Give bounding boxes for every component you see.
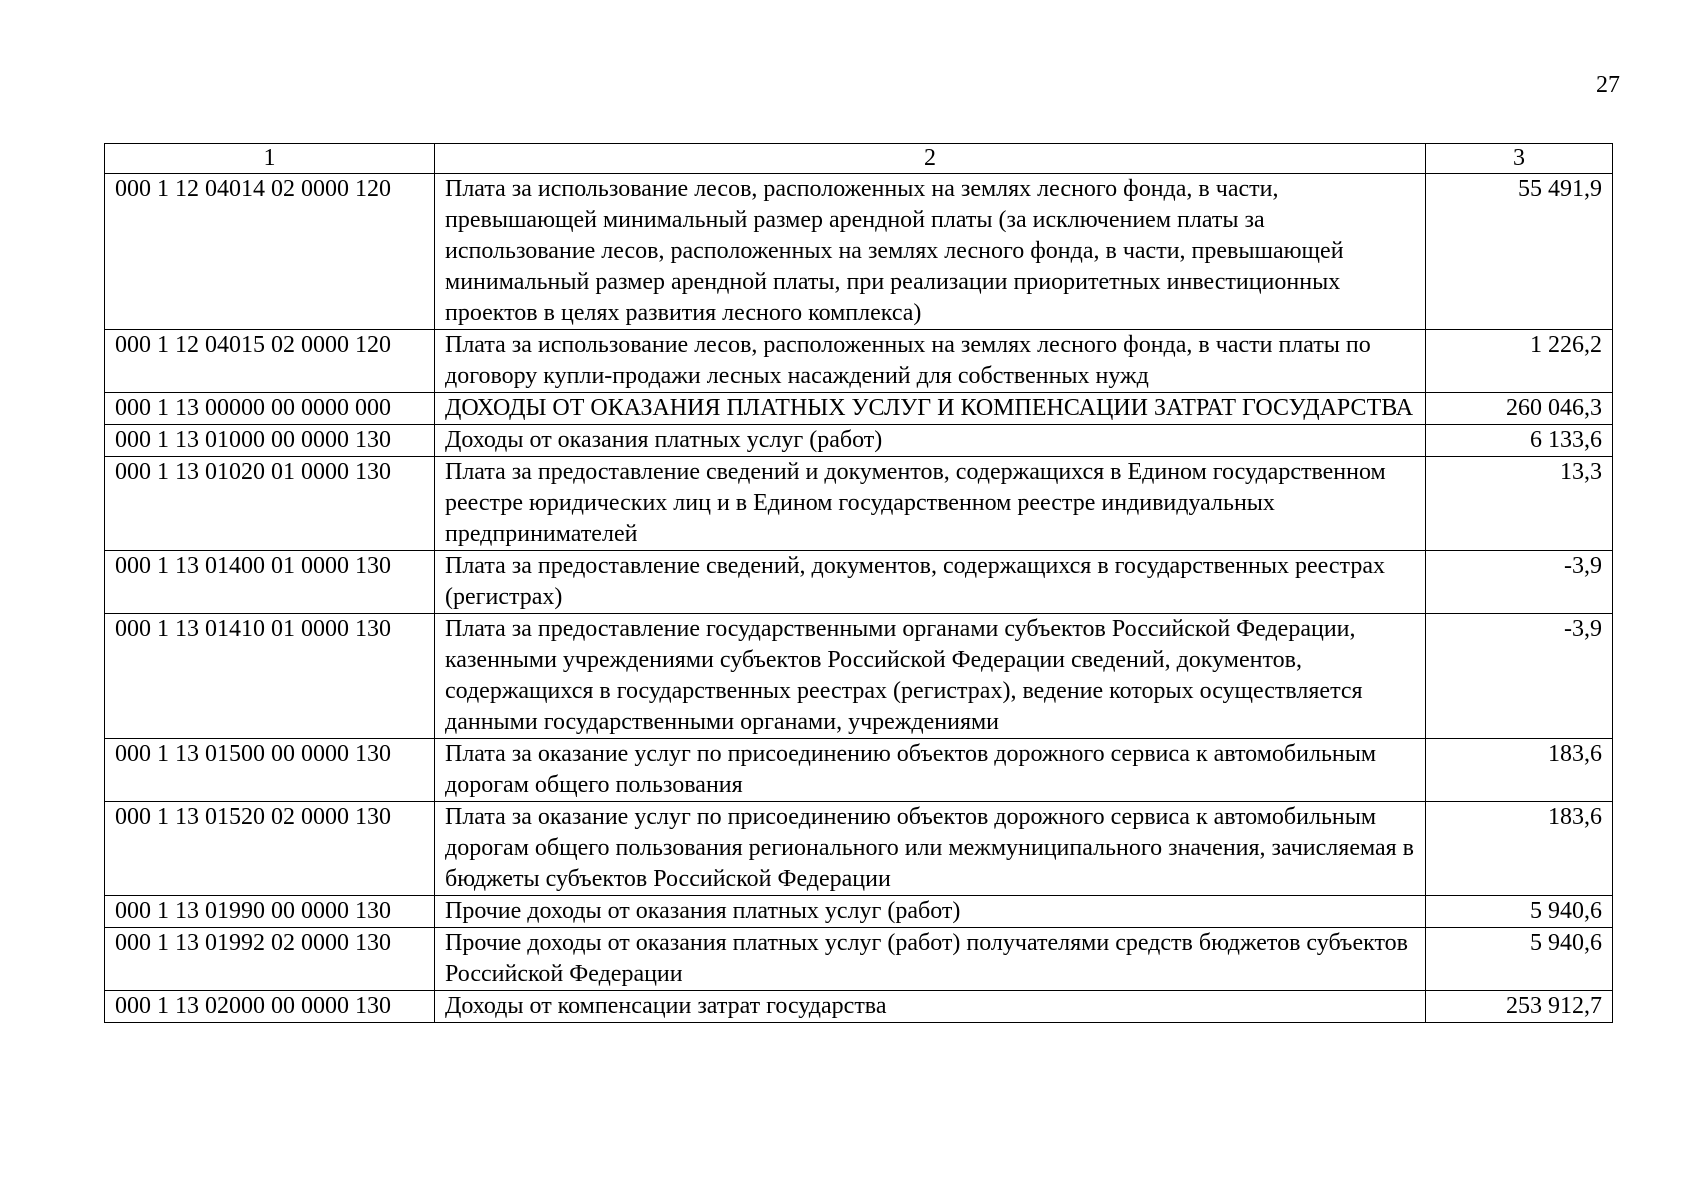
- table-row: [105, 896, 1613, 928]
- row-amount: 13,3: [1426, 457, 1613, 551]
- budget-revenue-table: [104, 143, 1613, 1023]
- row-amount: -3,9: [1426, 614, 1613, 739]
- row-code: 000 1 13 01400 01 0000 130: [105, 551, 435, 614]
- table-row: [105, 614, 1613, 739]
- row-amount: 5 940,6: [1426, 928, 1613, 991]
- row-description: Доходы от оказания платных услуг (работ): [435, 425, 1426, 457]
- table-row: [105, 330, 1613, 393]
- row-description: ДОХОДЫ ОТ ОКАЗАНИЯ ПЛАТНЫХ УСЛУГ И КОМПЕНСАЦИИ ЗАТРАТ ГОСУДАРСТВА: [435, 393, 1426, 425]
- row-description: Плата за предоставление сведений, документов, содержащихся в государственных реестрах (регистрах): [435, 551, 1426, 614]
- row-description: Прочие доходы от оказания платных услуг (работ): [435, 896, 1426, 928]
- table-row: [105, 551, 1613, 614]
- column-header-amount: 3: [1426, 144, 1613, 174]
- row-code: 000 1 13 01020 01 0000 130: [105, 457, 435, 551]
- row-description: Плата за оказание услуг по присоединению объектов дорожного сервиса к автомобильным дорогам общего пользования регионального или межмуниципального значения, зачисляемая в бюджеты субъектов Российской Федерации: [435, 802, 1426, 896]
- table-row: [105, 457, 1613, 551]
- row-description: Прочие доходы от оказания платных услуг (работ) получателями средств бюджетов субъектов Российской Федерации: [435, 928, 1426, 991]
- row-code: 000 1 13 00000 00 0000 000: [105, 393, 435, 425]
- table-header-row: [105, 144, 1613, 174]
- row-code: 000 1 13 01500 00 0000 130: [105, 739, 435, 802]
- row-amount: 1 226,2: [1426, 330, 1613, 393]
- row-description: Плата за оказание услуг по присоединению объектов дорожного сервиса к автомобильным дорогам общего пользования: [435, 739, 1426, 802]
- row-description: Плата за предоставление государственными органами субъектов Российской Федерации, казенными учреждениями субъектов Российской Федерации сведений, документов, содержащихся в государственных реестрах (регистрах), ведение которых осуществляется данными государственными органами, учреждениями: [435, 614, 1426, 739]
- row-code: 000 1 13 01000 00 0000 130: [105, 425, 435, 457]
- row-description: Плата за предоставление сведений и документов, содержащихся в Едином государственном реестре юридических лиц и в Едином государственном реестре индивидуальных предпринимателей: [435, 457, 1426, 551]
- row-code: 000 1 12 04014 02 0000 120: [105, 174, 435, 330]
- row-amount: 55 491,9: [1426, 174, 1613, 330]
- table-row: [105, 425, 1613, 457]
- row-amount: 253 912,7: [1426, 991, 1613, 1023]
- row-code: 000 1 13 01520 02 0000 130: [105, 802, 435, 896]
- row-amount: 6 133,6: [1426, 425, 1613, 457]
- table-row: [105, 174, 1613, 330]
- row-amount: 5 940,6: [1426, 896, 1613, 928]
- page-number: 27: [1596, 72, 1620, 98]
- row-amount: 260 046,3: [1426, 393, 1613, 425]
- column-header-description: 2: [435, 144, 1426, 174]
- row-code: 000 1 13 01992 02 0000 130: [105, 928, 435, 991]
- row-code: 000 1 13 01410 01 0000 130: [105, 614, 435, 739]
- table-row: [105, 928, 1613, 991]
- table-row: [105, 739, 1613, 802]
- table-row: [105, 802, 1613, 896]
- column-header-code: 1: [105, 144, 435, 174]
- row-description: Плата за использование лесов, расположенных на землях лесного фонда, в части платы по договору купли-продажи лесных насаждений для собственных нужд: [435, 330, 1426, 393]
- row-description: Доходы от компенсации затрат государства: [435, 991, 1426, 1023]
- row-amount: 183,6: [1426, 739, 1613, 802]
- table-row: [105, 393, 1613, 425]
- row-code: 000 1 13 01990 00 0000 130: [105, 896, 435, 928]
- row-code: 000 1 12 04015 02 0000 120: [105, 330, 435, 393]
- row-description: Плата за использование лесов, расположенных на землях лесного фонда, в части, превышающей минимальный размер арендной платы (за исключением платы за использование лесов, расположенных на землях лесного фонда, в части, превышающей минимальный размер арендной платы, при реализации приоритетных инвестиционных проектов в целях развития лесного комплекса): [435, 174, 1426, 330]
- row-amount: -3,9: [1426, 551, 1613, 614]
- table-row: [105, 991, 1613, 1023]
- row-code: 000 1 13 02000 00 0000 130: [105, 991, 435, 1023]
- row-amount: 183,6: [1426, 802, 1613, 896]
